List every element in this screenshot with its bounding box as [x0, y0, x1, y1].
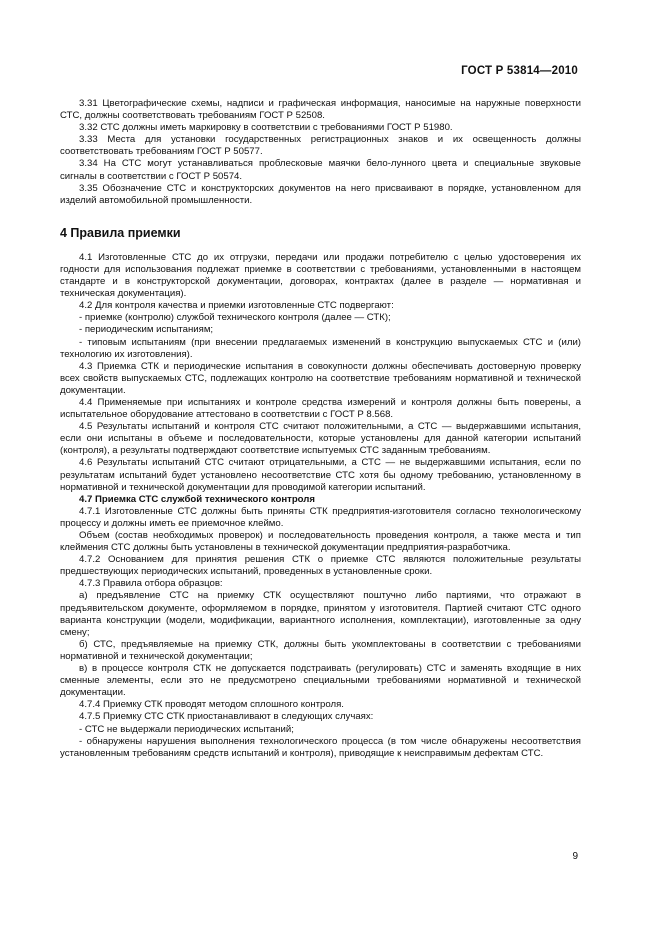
list-item: - СТС не выдержали периодических испытаний; — [79, 723, 294, 735]
paragraph-4-3: 4.3 Приемка СТК и периодические испытания в совокупности должны обеспечивать достоверную проверку всех свойств выпускаемых СТС, подлежащих контролю на соответствие требованиям нормативной и технической документации. — [60, 360, 581, 396]
paragraph-4-2: 4.2 Для контроля качества и приемки изготовленные СТС подвергают: — [79, 300, 394, 312]
page-content — [60, 98, 581, 760]
paragraph-4-7-1-continued: Объем (состав необходимых проверок) и последовательность проведения контроля, а также места и тип клеймения СТС должны быть установлены в технической документации предприятия-разработчика. — [60, 530, 581, 554]
paragraph-4-7-3-a: а) предъявление СТС на приемку СТК осуществляют поштучно либо партиями, что отражают в предъявительском документе, оформляемом в порядке, принятом у изготовителя. Партией считают СТС одного варианта конструкции (модели, модификации, вариантного исполнения, комплектации), изготовленные за одну смену; — [60, 590, 581, 638]
standard-designation: ГОСТ Р 53814—2010 — [461, 65, 578, 77]
paragraph-4-1: 4.1 Изготовленные СТС до их отгрузки, передачи или продажи потребителю с целью удостоверения их годности для использования подлежат приемке в соответствии с требованиями, установленными в настоящем стандарте и в конструкторской документации, договорах, контрактах (далее в разделе — нормативная и техническая документация). — [60, 251, 581, 300]
paragraph-3-35: 3.35 Обозначение СТС и конструкторских документов на него присваивают в порядке, установленном для изделий автомобильной промышленности. — [60, 182, 581, 206]
list-item: - типовым испытаниям (при внесении предлагаемых изменений в конструкцию выпускаемых СТС и (или) технологию их изготовления). — [60, 336, 581, 360]
paragraph-4-7-3-c: в) в процессе контроля СТК не допускается подстраивать (регулировать) СТС и заменять входящие в них сменные элементы, если это не предусмотрено специальными требованиями нормативной и технической документации. — [60, 663, 581, 699]
paragraph-4-7-2: 4.7.2 Основанием для принятия решения СТК о приемке СТС являются положительные результаты предшествующих периодических испытаний, проведенных в установленные сроки. — [60, 554, 581, 578]
paragraph-4-6: 4.6 Результаты испытаний СТС считают отрицательными, а СТС — не выдержавшими испытания, если по результатам испытаний будет установлено несоответствие СТС хотя бы одному требованию, установленному в нормативной и технической документации для проводимой категории испытаний. — [60, 457, 581, 493]
paragraph-4-7-3-b: б) СТС, предъявляемые на приемку СТК, должны быть укомплектованы в соответствии с требованиями нормативной и технической документации; — [60, 638, 581, 662]
paragraph-3-31: 3.31 Цветографические схемы, надписи и графическая информация, наносимые на наружные поверхности СТС, должны соответствовать требованиям ГОСТ Р 52508. — [60, 98, 581, 122]
paragraph-4-7-1: 4.7.1 Изготовленные СТС должны быть приняты СТК предприятия-изготовителя согласно технологическому процессу и должны иметь ее приемочное клеймо. — [60, 505, 581, 529]
paragraph-4-7-4: 4.7.4 Приемку СТК проводят методом сплошного контроля. — [79, 699, 344, 711]
list-item: - приемке (контролю) службой технического контроля (далее — СТК); — [79, 312, 391, 324]
paragraph-4-4: 4.4 Применяемые при испытаниях и контроле средства измерений и контроля должны быть поверены, а испытательное оборудование аттестовано в соответствии с ГОСТ Р 8.568. — [60, 396, 581, 421]
paragraph-3-33: 3.33 Места для установки государственных регистрационных знаков и их освещенность должны соответствовать требованиям ГОСТ Р 50577. — [60, 134, 581, 158]
paragraph-4-7-3: 4.7.3 Правила отбора образцов: — [79, 578, 223, 590]
paragraph-3-32: 3.32 СТС должны иметь маркировку в соответствии с требованиями ГОСТ Р 51980. — [79, 122, 453, 134]
list-item: - периодическим испытаниям; — [79, 324, 214, 336]
paragraph-4-5: 4.5 Результаты испытаний и контроля СТС считают положительными, а СТС — выдержавшими испытания, если они испытаны в объеме и последовательности, которые установлены для данной категории испытаний (контроля), а результаты подтверждают соответствие испытуемых СТС заданным требованиям. — [60, 421, 581, 457]
subsection-title-4-7: 4.7 Приемка СТС службой технического контроля — [79, 493, 315, 505]
page-number: 9 — [572, 851, 578, 862]
list-item: - обнаружены нарушения выполнения технологического процесса (в том числе обнаружены несоответствия установленным требованиям средств испытаний и контроля), приводящие к неисправимым дефектам СТС. — [60, 735, 581, 759]
section-title: 4 Правила приемки — [60, 225, 181, 240]
paragraph-3-34: 3.34 На СТС могут устанавливаться проблесковые маячки бело-лунного цвета и специальные звуковые сигналы в соответствии с ГОСТ Р 50574. — [60, 158, 581, 182]
paragraph-4-7-5: 4.7.5 Приемку СТС СТК приостанавливают в следующих случаях: — [79, 711, 374, 723]
